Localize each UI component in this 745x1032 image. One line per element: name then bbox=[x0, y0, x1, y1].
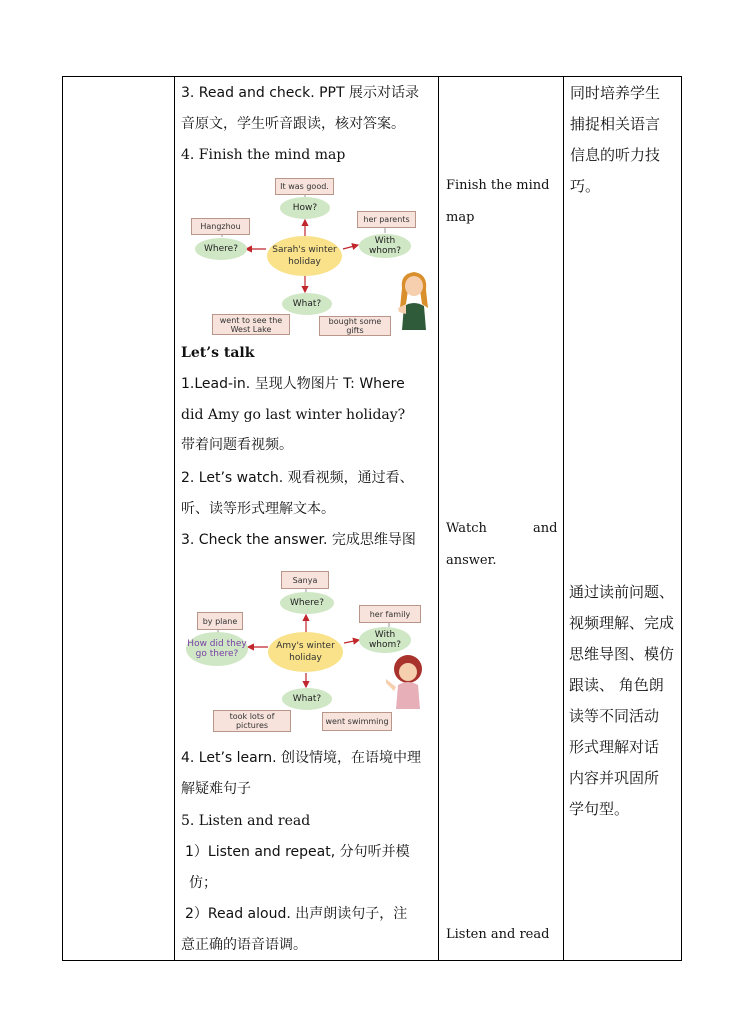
where-answer-box-2: Sanya bbox=[281, 571, 329, 589]
listen-read-step: 5. Listen and read bbox=[181, 813, 311, 829]
learn-line1: 4. Let’s learn. 创设情境，在语境中理 bbox=[181, 750, 422, 766]
with-whom-answer-box: her parents bbox=[357, 211, 416, 228]
sarah-illustration bbox=[394, 268, 434, 330]
purpose-2-line7: 内容并巩固所 bbox=[569, 769, 660, 787]
purpose-2-line4: 跟读、 角色朗 bbox=[569, 676, 664, 694]
purpose-1-line3: 信息的听力技 bbox=[570, 146, 661, 164]
watch-line1: 2. Let’s watch. 观看视频，通过看、 bbox=[181, 470, 414, 486]
purpose-2-line5: 读等不同活动 bbox=[569, 707, 660, 725]
table-left-border bbox=[62, 76, 63, 961]
and-label: and bbox=[533, 521, 558, 536]
repeat-line1: 1）Listen and repeat, 分句听并模 bbox=[185, 844, 410, 860]
read-check-line1: 3. Read and check. PPT 展示对话录 bbox=[181, 85, 419, 101]
map-label: map bbox=[446, 210, 475, 225]
amy-illustration bbox=[384, 653, 428, 709]
purpose-2-line2: 视频理解、完成 bbox=[569, 614, 675, 632]
with-whom-node: With whom? bbox=[359, 234, 411, 258]
amy-center-node: Amy's winter holiday bbox=[268, 632, 343, 672]
how-node: How? bbox=[280, 197, 330, 219]
column-divider-3 bbox=[563, 76, 564, 961]
lead-in-line1: 1.Lead-in. 呈现人物图片 T: Where bbox=[181, 376, 405, 392]
column-divider-1 bbox=[174, 76, 175, 961]
finish-mind-label: Finish the mind bbox=[446, 178, 550, 193]
column-divider-2 bbox=[438, 76, 439, 961]
finish-map-step: 4. Finish the mind map bbox=[181, 147, 346, 163]
lead-in-line3: 带着问题看视频。 bbox=[181, 437, 293, 453]
how-node-2: How did they go there? bbox=[186, 632, 248, 666]
lead-in-line2: did Amy go last winter holiday? bbox=[181, 407, 406, 423]
with-whom-answer-box-2: her family bbox=[359, 605, 421, 623]
learn-line2: 解疑难句子 bbox=[181, 781, 251, 797]
what-node: What? bbox=[282, 293, 332, 315]
aloud-line2: 意正确的语音语调。 bbox=[181, 937, 307, 953]
where-answer-box: Hangzhou bbox=[191, 218, 250, 235]
what-answer-box-1: went to see the West Lake bbox=[212, 314, 290, 335]
aloud-line1: 2）Read aloud. 出声朗读句子，注 bbox=[185, 906, 408, 922]
check-answer-step: 3. Check the answer. 完成思维导图 bbox=[181, 532, 416, 548]
arrow-to-with-whom bbox=[343, 245, 358, 249]
repeat-line2: 仿； bbox=[189, 875, 217, 891]
table-top-border bbox=[62, 76, 682, 77]
lets-talk-heading: Let’s talk bbox=[181, 345, 255, 361]
mind-map-sarah bbox=[188, 174, 434, 334]
table-bottom-border bbox=[62, 960, 682, 961]
purpose-2-line1: 通过读前问题、 bbox=[569, 583, 675, 601]
answer-label: answer. bbox=[446, 553, 497, 568]
purpose-2-line8: 学句型。 bbox=[569, 800, 630, 818]
mind-map-amy bbox=[184, 569, 434, 734]
how-answer-box-2: by plane bbox=[197, 612, 243, 630]
read-check-line2: 音原文，学生听音跟读，核对答案。 bbox=[181, 116, 405, 132]
watch-label: Watch bbox=[446, 521, 487, 536]
what-answer-box-2a: took lots of pictures bbox=[213, 710, 291, 732]
watch-line2: 听、读等形式理解文本。 bbox=[181, 501, 335, 517]
sarah-center-node: Sarah's winter holiday bbox=[267, 236, 342, 276]
what-answer-box-2: bought some gifts bbox=[319, 316, 391, 336]
listen-and-read-label: Listen and read bbox=[446, 927, 550, 942]
how-answer-box: It was good. bbox=[275, 178, 334, 195]
purpose-1-line1: 同时培养学生 bbox=[570, 84, 661, 102]
what-answer-box-2b: went swimming bbox=[322, 712, 392, 731]
where-node: Where? bbox=[195, 238, 247, 260]
purpose-1-line2: 捕捉相关语言 bbox=[570, 115, 661, 133]
purpose-1-line4: 巧。 bbox=[570, 177, 601, 195]
purpose-2-line6: 形式理解对话 bbox=[569, 738, 660, 756]
arrow-to-with-whom-2 bbox=[344, 640, 359, 643]
table-right-border bbox=[681, 76, 682, 961]
purpose-2-line3: 思维导图、模仿 bbox=[569, 645, 675, 663]
with-whom-node-2: With whom? bbox=[359, 627, 411, 653]
where-node-2: Where? bbox=[280, 592, 334, 614]
what-node-2: What? bbox=[282, 688, 332, 710]
